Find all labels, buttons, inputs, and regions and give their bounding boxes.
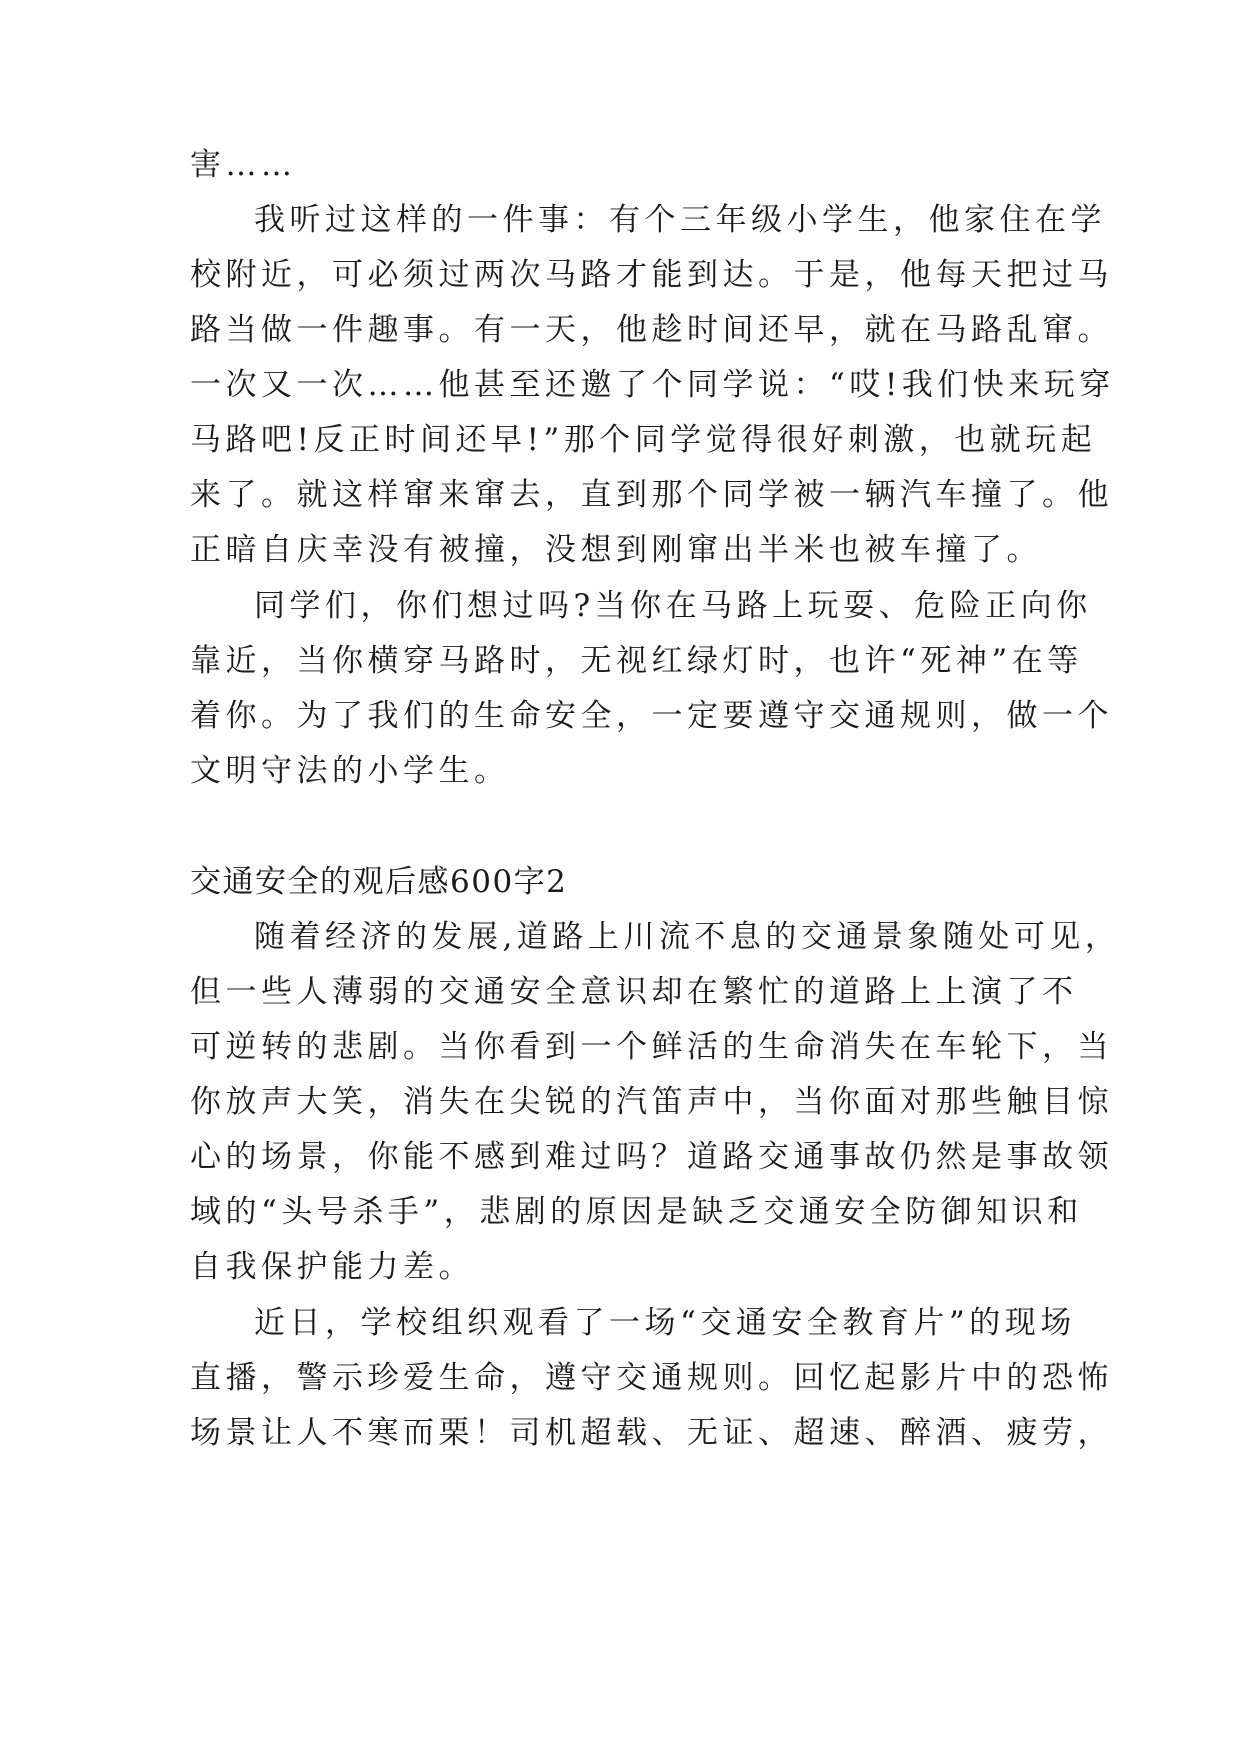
paragraph-line: 场景让人不寒而栗！司机超载、无证、超速、醉酒、疲劳， [190, 1415, 1113, 1451]
paragraph-line: 一次又一次……他甚至还邀了个同学说：“哎!我们快来玩穿 [190, 367, 1115, 403]
paragraph-line: 马路吧!反正时间还早!”那个同学觉得很好刺激，也就玩起 [190, 422, 1097, 458]
paragraph-line: 同学们，你们想过吗?当你在马路上玩耍、危险正向你 [254, 588, 1092, 624]
paragraph-line: 近日，学校组织观看了一场“交通安全教育片”的现场 [254, 1305, 1076, 1341]
paragraph-line: 你放声大笑，消失在尖锐的汽笛声中，当你面对那些触目惊 [190, 1084, 1113, 1120]
paragraph-line: 文明守法的小学生。 [190, 753, 510, 789]
paragraph-line: 来了。就这样窜来窜去，直到那个同学被一辆汽车撞了。他 [190, 477, 1113, 513]
paragraph-line: 可逆转的悲剧。当你看到一个鲜活的生命消失在车轮下，当 [190, 1029, 1113, 1065]
paragraph-line: 正暗自庆幸没有被撞，没想到刚窜出半米也被车撞了。 [190, 532, 1042, 568]
paragraph-line: 着你。为了我们的生命安全，一定要遵守交通规则，做一个 [190, 698, 1113, 734]
section-heading: 交通安全的观后感600字2 [190, 864, 568, 900]
paragraph-line: 校附近，可必须过两次马路才能到达。于是，他每天把过马 [190, 257, 1113, 293]
continued-text-line: 害…… [190, 147, 297, 183]
paragraph-line: 直播，警示珍爱生命，遵守交通规则。回忆起影片中的恐怖 [190, 1360, 1113, 1396]
paragraph-line: 自我保护能力差。 [190, 1249, 474, 1285]
paragraph-line: 随着经济的发展,道路上川流不息的交通景象随处可见， [254, 919, 1121, 955]
paragraph-line: 域的“头号杀手”，悲剧的原因是缺乏交通安全防御知识和 [190, 1194, 1083, 1230]
paragraph-line: 路当做一件趣事。有一天，他趁时间还早，就在马路乱窜。 [190, 312, 1113, 348]
paragraph-line: 我听过这样的一件事：有个三年级小学生，他家住在学 [254, 202, 1106, 238]
paragraph-line: 靠近，当你横穿马路时，无视红绿灯时，也许“死神”在等 [190, 643, 1083, 679]
paragraph-line: 心的场景，你能不感到难过吗？道路交通事故仍然是事故领 [190, 1139, 1113, 1175]
paragraph-line: 但一些人薄弱的交通安全意识却在繁忙的道路上上演了不 [190, 974, 1078, 1010]
